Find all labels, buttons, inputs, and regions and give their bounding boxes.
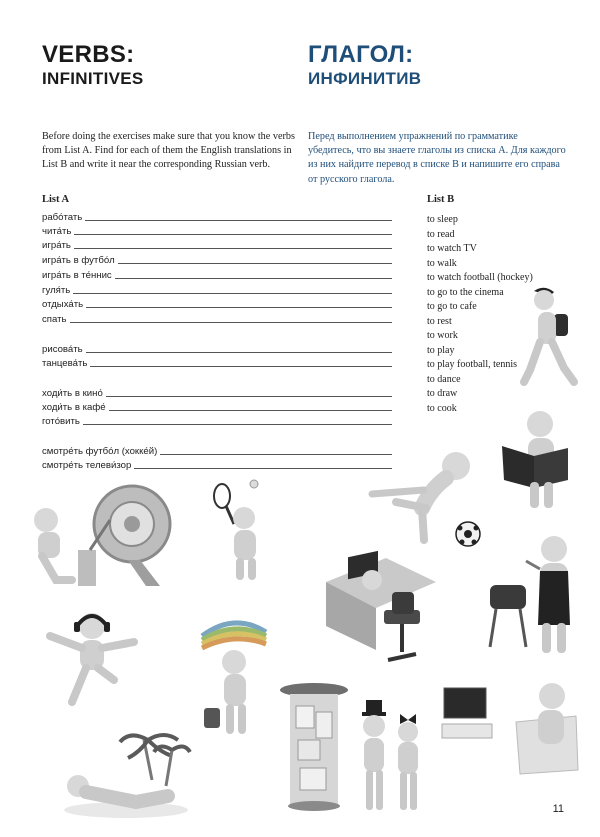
list-b-item: to watch football (hockey)	[427, 272, 533, 283]
list-a-item	[42, 238, 392, 251]
list-a-item	[42, 224, 392, 237]
answer-line[interactable]	[90, 366, 392, 367]
painting-figure-illustration	[198, 618, 274, 738]
verb-label: ходи́ть в кафе́	[42, 402, 106, 413]
advertising-column-illustration	[278, 682, 350, 812]
list-b-item: to sleep	[427, 214, 458, 225]
list-a-item	[42, 342, 392, 355]
verb-label: ходи́ть в кино́	[42, 388, 103, 399]
title-russian	[308, 42, 421, 90]
page-number: 11	[552, 803, 564, 815]
list-b-item: to go to the cinema	[427, 287, 504, 298]
list-b-heading: List B	[427, 194, 455, 205]
answer-line[interactable]	[70, 322, 392, 323]
title-english-line2: INFINITIVES	[42, 69, 144, 88]
list-a-item	[42, 268, 392, 281]
list-b-item: to read	[427, 229, 455, 240]
list-a-item	[42, 297, 392, 310]
answer-line[interactable]	[160, 454, 392, 455]
list-b-item: to cook	[427, 403, 457, 414]
walking-figure-illustration	[520, 286, 586, 398]
list-b-item: to watch TV	[427, 243, 477, 254]
list-a-item	[42, 283, 392, 296]
football-figure-illustration	[366, 450, 486, 548]
tennis-figure-illustration	[208, 478, 274, 582]
answer-line[interactable]	[106, 396, 392, 397]
list-b-item: to play football, tennis	[427, 359, 517, 370]
list-b-item: to work	[427, 330, 458, 341]
reading-figure-illustration	[498, 408, 574, 512]
verb-label: игра́ть в футбо́л	[42, 255, 115, 266]
answer-line[interactable]	[73, 293, 392, 294]
list-b-item: to dance	[427, 374, 461, 385]
title-english	[42, 42, 144, 90]
answer-line[interactable]	[85, 220, 392, 221]
title-russian-line2: ИНФИНИТИВ	[308, 69, 422, 88]
answer-line[interactable]	[134, 468, 392, 469]
list-a-item	[42, 356, 392, 369]
computer-desk-illustration	[316, 550, 436, 666]
list-a-item	[42, 444, 392, 457]
list-a-item	[42, 458, 392, 471]
verb-label: игра́ть	[42, 240, 71, 251]
verb-label: отдыха́ть	[42, 299, 84, 310]
couple-figures-illustration	[352, 700, 428, 814]
answer-line[interactable]	[86, 307, 392, 308]
list-a-item	[42, 386, 392, 399]
cooking-figure-illustration	[482, 535, 578, 657]
list-b-item: to draw	[427, 388, 458, 399]
answer-line[interactable]	[86, 352, 392, 353]
tv-watching-illustration	[440, 682, 580, 778]
verb-label: смотре́ть телеви́зор	[42, 460, 132, 471]
answer-line[interactable]	[118, 263, 392, 264]
list-a-item	[42, 312, 392, 325]
dancing-figure-illustration	[44, 610, 140, 708]
title-russian-line1: ГЛАГОЛ:	[308, 41, 414, 68]
verb-label: чита́ть	[42, 226, 72, 237]
list-a-item	[42, 253, 392, 266]
verb-label: гуля́ть	[42, 285, 71, 296]
answer-line[interactable]	[109, 410, 392, 411]
verb-label: спать	[42, 314, 67, 325]
verb-label: гото́вить	[42, 416, 80, 427]
list-b-item: to play	[427, 345, 455, 356]
list-b-item: to go to cafe	[427, 301, 477, 312]
verb-label: рисова́ть	[42, 344, 83, 355]
answer-line[interactable]	[74, 248, 392, 249]
relaxing-figure-illustration	[60, 730, 192, 820]
list-a-item	[42, 210, 392, 223]
title-english-line1: VERBS:	[42, 41, 135, 68]
list-b-item: to walk	[427, 258, 457, 269]
answer-line[interactable]	[74, 234, 392, 235]
list-a-item	[42, 400, 392, 413]
verb-label: игра́ть в те́ннис	[42, 270, 112, 281]
answer-line[interactable]	[83, 424, 392, 425]
intro-russian: Перед выполнением упражнений по грамматике убедитесь, что вы знаете глаголы из списка А. Для каждого из них найдите перевод в списке В и напишите его справа от русского глагола.	[308, 131, 566, 185]
answer-line[interactable]	[115, 278, 392, 279]
verb-label: рабо́тать	[42, 212, 83, 223]
list-a-heading: List A	[42, 194, 70, 205]
list-b-item: to rest	[427, 316, 452, 327]
list-a-item	[42, 414, 392, 427]
verb-label: смотре́ть футбо́л (хокке́й)	[42, 446, 158, 457]
intro-english: Before doing the exercises make sure that you know the verbs from List A. Find for each of them the English translations in List B and write it near the corresponding Russian verb.	[42, 131, 295, 171]
verb-label: танцева́ть	[42, 358, 88, 369]
work-gears-illustration	[28, 480, 176, 588]
